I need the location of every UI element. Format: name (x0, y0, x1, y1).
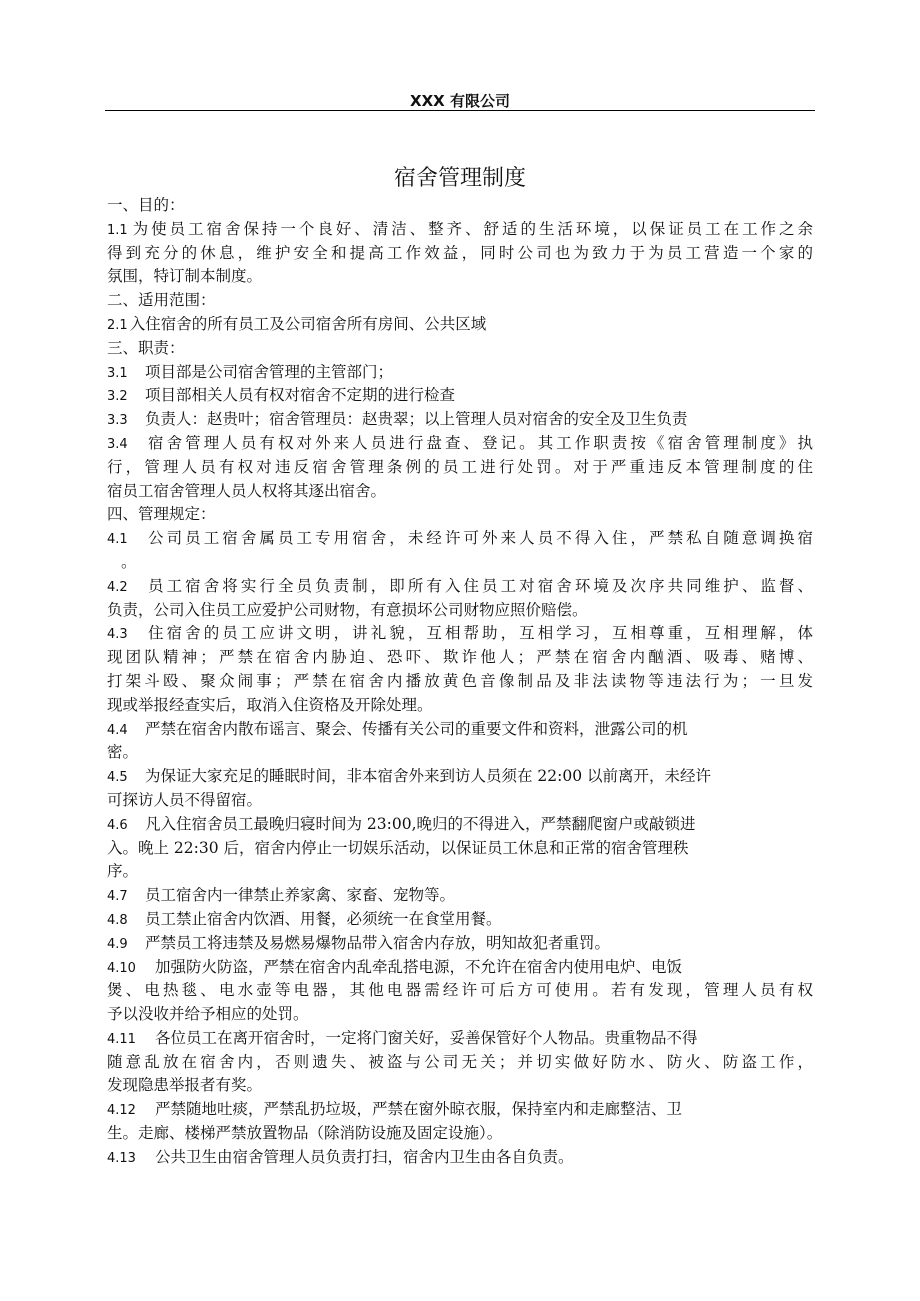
line-text: 负责人：赵贵叶；宿舍管理员：赵贵翠；以上管理人员对宿舍的安全及卫生负责 (145, 410, 688, 429)
text-line (107, 265, 813, 289)
text-line (107, 670, 813, 694)
text-line (107, 1098, 813, 1122)
text-line (107, 765, 813, 789)
line-text: 各位员工在离开宿舍时，一定将门窗关好，妥善保管好个人物品。贵重物品不得 (155, 1028, 698, 1047)
clause-number: 4.9 (107, 936, 128, 952)
line-text: 四、管理规定： (107, 505, 216, 524)
clause-number: 4.4 (107, 722, 128, 738)
text-line (107, 289, 813, 313)
clause-number: 4.2 (107, 579, 128, 595)
text-line (107, 361, 813, 385)
line-text: 员工宿舍将实行全员负责制，即所有入住员工对宿舍环境及次序共同维护、监督、 (145, 576, 813, 595)
text-line (107, 1027, 813, 1051)
line-text: 入住宿舍的所有员工及公司宿舍所有房间、公共区域 (129, 314, 487, 333)
text-line (107, 1074, 813, 1098)
text-line (107, 1003, 813, 1027)
line-text: 项目部是公司宿舍管理的主管部门； (145, 362, 394, 381)
clause-number: 3.2 (107, 389, 128, 405)
text-line (107, 480, 813, 504)
text-line (107, 384, 813, 408)
line-text: 随意乱放在宿舍内，否则遗失、被盗与公司无关；并切实做好防水、防火、防盗工作， (107, 1052, 813, 1071)
clause-number: 4.1 (107, 532, 128, 548)
text-line (107, 337, 813, 361)
line-text: 一、目的： (107, 196, 185, 214)
line-text: 得到充分的休息，维护安全和提高工作效益，同时公司也为致力于为员工营造一个家的 (107, 243, 813, 262)
line-text: 凡入住宿舍员工最晚归寝时间为 23:00,晚归的不得进入，严禁翻爬窗户或敲锁进 (145, 814, 696, 833)
company-header: XXX 有限公司 (410, 92, 510, 110)
line-text: 严禁随地吐痰，严禁乱扔垃圾，严禁在窗外晾衣服，保持室内和走廊整洁、卫 (155, 1100, 683, 1119)
clause-number: 4.6 (107, 817, 128, 833)
line-text: 加强防火防盗，严禁在宿舍内乱牵乱搭电源，不允许在宿舍内使用电炉、电饭 (155, 957, 683, 976)
text-line (107, 456, 813, 480)
line-text: 公司员工宿舍属员工专用宿舍，未经许可外来人员不得入住，严禁私自随意调换宿 (145, 529, 813, 548)
text-line (107, 432, 813, 456)
line-text: 发现隐患举报者有奖。 (107, 1076, 263, 1095)
line-text: 宿舍管理人员有权对外来人员进行盘查、登记。其工作职责按《宿舍管理制度》执 (145, 433, 813, 452)
line-text: 员工宿舍内一律禁止养家禽、家畜、宠物等。 (145, 886, 456, 905)
line-text: 为保证大家充足的睡眠时间，非本宿舍外来到访人员须在 22:00 以前离开，未经许 (145, 767, 712, 786)
text-line (107, 599, 813, 623)
line-text: 宿员工宿舍管理人员人权将其逐出宿舍。 (107, 481, 387, 500)
line-text: 行，管理人员有权对违反宿舍管理条例的员工进行处罚。对于严重违反本管理制度的住 (107, 457, 813, 476)
clause-number: 1.1 (107, 222, 128, 238)
line-text: 入。晚上 22:30 后，宿舍内停止一切娱乐活动，以保证员工休息和正常的宿舍管理秩 (107, 838, 689, 857)
text-line (107, 908, 813, 932)
clause-number: 4.7 (107, 889, 128, 905)
text-line (107, 503, 813, 527)
text-line (107, 575, 813, 599)
clause-number: 4.3 (107, 627, 128, 643)
clause-number: 4.12 (107, 1103, 136, 1119)
text-line (107, 860, 813, 884)
text-line (107, 694, 813, 718)
text-line (107, 837, 813, 861)
line-text: 氛围，特订制本制度。 (107, 267, 263, 286)
text-line (107, 813, 813, 837)
clause-number: 4.5 (107, 770, 128, 786)
clause-number: 3.3 (107, 413, 128, 429)
text-line (107, 551, 813, 575)
text-line (107, 646, 813, 670)
line-text: 项目部相关人员有权对宿舍不定期的进行检查 (145, 386, 456, 405)
header-divider (105, 110, 815, 111)
line-text: 生。走廊、楼梯严禁放置物品（除消防设施及固定设施）。 (107, 1124, 503, 1143)
text-line (107, 979, 813, 1003)
clause-number: 2.1 (107, 317, 128, 333)
text-line (107, 1051, 813, 1075)
clause-number: 4.8 (107, 912, 128, 928)
text-line (107, 622, 813, 646)
line-text: 员工禁止宿舍内饮酒、用餐，必须统一在食堂用餐。 (145, 909, 502, 928)
line-text: 予以没收并给予相应的处罚。 (107, 1005, 309, 1024)
line-text: 可探访人员不得留宿。 (107, 790, 263, 809)
line-text: 打架斗殴、聚众闹事；严禁在宿舍内播放黄色音像制品及非法读物等违法行为；一旦发 (107, 671, 813, 690)
line-text: 现或举报经查实后，取消入住资格及开除处理。 (107, 695, 433, 714)
text-line (107, 194, 813, 218)
clause-number: 4.13 (107, 1150, 136, 1166)
text-line (107, 408, 813, 432)
text-line (107, 932, 813, 956)
line-text: 住宿舍的员工应讲文明，讲礼貌，互相帮助，互相学习，互相尊重，互相理解，体 (145, 624, 813, 643)
line-text: 现团队精神；严禁在宿舍内胁迫、恐吓、欺诈他人；严禁在宿舍内酗酒、吸毒、赌博、 (107, 648, 813, 667)
line-text: 严禁员工将违禁及易燃易爆物品带入宿舍内存放，明知故犯者重罚。 (145, 933, 611, 952)
line-text: 序。 (107, 862, 139, 881)
text-line (107, 1146, 813, 1170)
clause-number: 3.1 (107, 365, 128, 381)
line-text: 。 (121, 552, 137, 571)
line-text: 公共卫生由宿舍管理人员负责打扫，宿舍内卫生由各自负责。 (155, 1147, 574, 1166)
text-line (107, 1122, 813, 1146)
text-line (107, 884, 813, 908)
text-line (107, 242, 813, 266)
line-text: 密。 (107, 743, 139, 762)
clause-number: 4.10 (107, 960, 136, 976)
line-text: 严禁在宿舍内散布谣言、聚会、传播有关公司的重要文件和资料，泄露公司的机 (145, 719, 688, 738)
clause-number: 4.11 (107, 1031, 136, 1047)
text-line (107, 956, 813, 980)
document-title: 宿舍管理制度 (393, 166, 526, 191)
text-line (107, 313, 813, 337)
clause-number: 3.4 (107, 436, 128, 452)
text-line (107, 527, 813, 551)
text-line (107, 789, 813, 813)
line-text: 煲、电热毯、电水壶等电器，其他电器需经许可后方可使用。若有发现，管理人员有权 (107, 981, 813, 1000)
text-line (107, 718, 813, 742)
line-text: 为使员工宿舍保持一个良好、清洁、整齐、舒适的生活环境，以保证员工在工作之余 (129, 219, 813, 238)
text-line (107, 218, 813, 242)
document-body (107, 194, 813, 1170)
line-text: 二、适用范围： (107, 291, 216, 310)
line-text: 三、职责： (107, 338, 185, 357)
line-text: 负责，公司入住员工应爱护公司财物，有意损坏公司财物应照价赔偿。 (107, 600, 588, 619)
text-line (107, 741, 813, 765)
